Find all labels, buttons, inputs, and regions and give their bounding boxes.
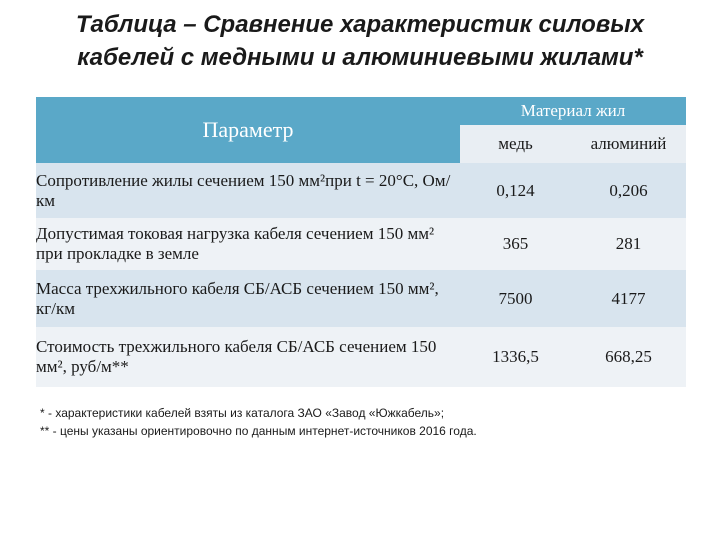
parameter-cell: Допустимая токовая нагрузка кабеля сечением 150 мм² при прокладке в земле — [36, 224, 435, 263]
copper-value: 365 — [502, 234, 529, 253]
table-row — [36, 163, 686, 218]
aluminum-value: 281 — [615, 234, 642, 253]
aluminum-column-header: алюминий — [571, 125, 686, 163]
title-line-2: кабелей с медными и алюминиевыми жилами* — [77, 44, 643, 71]
page-title — [0, 8, 720, 74]
comparison-table — [36, 97, 686, 387]
title-line-1: Таблица – Сравнение характеристик силовых — [75, 11, 645, 38]
footnote-2: ** - цены указаны ориентировочно по данным интернет-источников 2016 года. — [40, 424, 477, 438]
aluminum-value: 668,25 — [605, 347, 652, 366]
copper-value: 7500 — [498, 288, 533, 308]
parameter-cell: Стоимость трехжильного кабеля СБ/АСБ сечением 150 мм², руб/м** — [36, 337, 437, 376]
copper-value: 0,124 — [496, 180, 535, 200]
footnote-1: * - характеристики кабелей взяты из каталога ЗАО «Завод «Южкабель»; — [40, 406, 445, 420]
material-header: Материал жил — [460, 97, 686, 125]
table-row — [36, 270, 686, 327]
table-row — [36, 218, 686, 270]
aluminum-value: 4177 — [611, 288, 646, 308]
parameter-header: Параметр — [36, 97, 460, 163]
parameter-cell: Сопротивление жилы сечением 150 мм²при t = 20°С, Ом/км — [36, 170, 451, 210]
parameter-cell: Масса трехжильного кабеля СБ/АСБ сечением 150 мм², кг/км — [36, 278, 439, 318]
footnotes — [40, 404, 700, 440]
copper-column-header: медь — [460, 125, 571, 163]
copper-value: 1336,5 — [492, 347, 539, 366]
table-row — [36, 327, 686, 387]
aluminum-value: 0,206 — [609, 180, 648, 200]
